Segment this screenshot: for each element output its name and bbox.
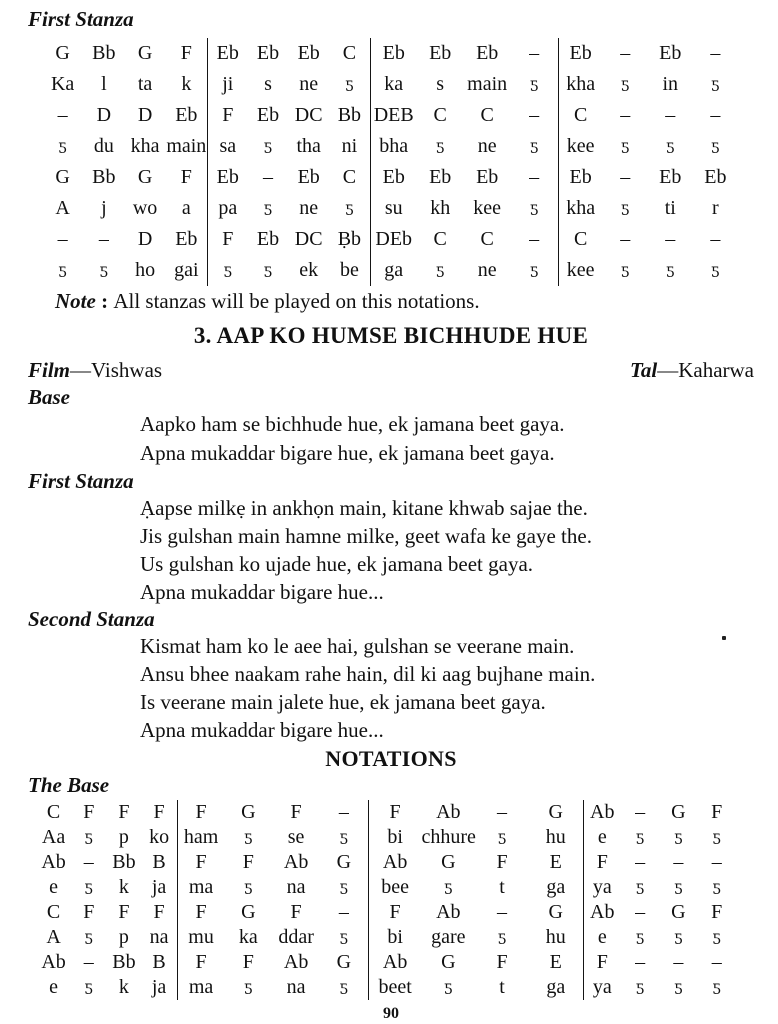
notation-cell: – [620,228,631,250]
notation-cell: A [55,197,70,219]
notation-cell: Ab [583,900,621,925]
notation-cell: – [665,228,676,250]
first-stanza-notation-table [42,38,738,286]
rest-symbol: ƽ [264,138,272,154]
notation-cell: F [207,100,248,131]
rest-symbol: ƽ [84,829,93,845]
notation-cell: be [339,259,359,281]
notation-cell: Eb [207,162,248,193]
notation-cell: e [49,976,59,998]
rest-symbol: ƽ [58,262,67,278]
second-stanza-lyrics [28,632,754,744]
notation-cell: F [242,951,254,973]
notations-heading: NOTATIONS [325,746,457,771]
page-number: 90 [383,1005,399,1022]
notation-cell: ko [149,826,170,848]
notation-cell: – [635,951,646,973]
notation-cell: G [441,851,456,873]
lyric-line: Is veerane main jalete hue, ek jamana beet gaya. [140,690,546,714]
notation-cell: A [46,926,61,948]
lyric-line: Ansu bhee naakam rahe hain, dil ki aag bujhane main. [140,662,596,686]
rest-symbol: ƽ [436,262,445,278]
the-base-heading: The Base [28,773,110,797]
notation-cell: r [712,197,719,219]
song-title: 3. AAP KO HUMSE BICHHUDE HUE [193,323,589,348]
notation-cell: – [57,104,68,126]
tal-credit [630,356,754,384]
notation-cell: Eb [256,228,280,250]
notation-cell: – [262,166,273,188]
notation-cell: j [101,197,107,219]
notation-cell: F [290,801,302,823]
base-notation-table [36,800,736,1000]
notation-cell: Ab [436,801,461,823]
rest-symbol: ƽ [339,829,348,845]
notation-cell: Eb [256,104,280,126]
notation-cell: – [497,801,508,823]
notation-cell: Eb [704,166,727,188]
notation-cell: ka [370,69,417,100]
rest-symbol: ƽ [636,979,645,995]
notation-cell: Eb [207,38,248,69]
notation-cell: Ab [41,851,66,873]
rest-symbol: ƽ [674,979,683,995]
rest-symbol: ƽ [207,255,248,286]
notation-cell: F [711,901,723,923]
rest-symbol: ƽ [674,879,683,895]
rest-symbol: ƽ [436,138,445,154]
lyric-line: Apna mukaddar bigare hue, ek jamana beet gaya. [140,441,555,465]
notation-cell: Eb [370,38,417,69]
notation-cell: Bb [112,951,136,973]
notation-cell: s [264,73,272,95]
notation-cell: Ab [583,800,621,825]
stray-dot-mark [722,636,726,640]
notation-cell: ma [177,975,225,1000]
rest-symbol: ƽ [244,979,253,995]
notation-cell: G [241,801,256,823]
notation-cell: G [137,42,153,64]
notation-cell: G [548,901,563,923]
notation-cell: G [336,951,352,973]
notation-cell: Bb [92,166,116,188]
note-separator: : [95,289,114,313]
notation-cell: C [342,42,357,64]
notation-cell: C [558,100,603,131]
notation-cell: E [549,951,562,973]
rest-symbol: ƽ [264,262,272,278]
notation-cell: bee [368,875,422,900]
rest-symbol: ƽ [264,200,272,216]
notation-cell: C [433,228,447,250]
notation-cell: G [55,42,70,64]
notation-cell: s [436,73,445,95]
note-label: Note [55,289,96,313]
notation-cell: ga [370,255,417,286]
rest-symbol: ƽ [244,879,253,895]
notation-cell: – [98,228,109,250]
notation-cell: F [496,851,508,873]
notation-cell: C [46,901,61,923]
notation-cell: pa [207,193,248,224]
rest-symbol: ƽ [712,829,721,845]
notation-cell: C [46,801,61,823]
notation-cell: e [583,925,621,950]
notation-cell: main [166,135,207,157]
rest-symbol: ƽ [712,979,721,995]
rest-symbol: ƽ [666,262,675,278]
notation-cell: F [180,166,192,188]
notation-cell: ek [299,259,319,281]
notation-cell: Eb [476,42,499,64]
base-lyrics [28,410,754,468]
rest-symbol: ƽ [498,929,506,945]
notation-cell: G [241,901,256,923]
notation-cell: Eb [370,162,417,193]
notation-cell: D [96,104,112,126]
notation-cell: ni [341,135,358,157]
notation-cell: Eb [558,162,603,193]
notation-cell: G [336,851,352,873]
notation-cell: ne [299,73,319,95]
notation-cell: t [499,876,505,898]
rest-symbol: ƽ [674,929,683,945]
notation-cell: F [207,224,248,255]
credits-row [28,356,754,384]
notation-cell: kh [430,197,451,219]
notation-cell: hu [545,926,566,948]
notation-cell: F [177,800,225,825]
notation-cell: ya [583,875,621,900]
notation-cell: k [118,976,129,998]
notation-cell: – [710,42,721,64]
notation-cell: mu [177,925,225,950]
notation-cell: bha [370,131,417,162]
rest-symbol: ƽ [345,200,354,216]
notation-cell: – [620,104,631,126]
notation-cell: G [671,801,686,823]
notation-cell: ka [238,926,258,948]
notation-cell: du [93,135,114,157]
notation-cell: – [338,901,349,923]
notation-cell: ne [299,197,319,219]
notation-cell: – [635,851,646,873]
notation-cell: F [368,800,422,825]
notation-cell: Eb [175,228,198,250]
notation-cell: DEB [370,100,417,131]
rest-symbol: ƽ [621,262,630,278]
notation-cell: F [177,850,225,875]
notation-cell: Eb [659,42,682,64]
notation-cell: F [177,950,225,975]
lyric-line: Jis gulshan main hamne milke, geet wafa ke gaye the. [140,524,592,548]
notation-cell: – [635,901,646,923]
notation-cell: – [711,951,722,973]
note-text: All stanzas will be played on this notations. [113,289,480,313]
notation-cell: Ab [283,851,309,873]
notation-cell: Eb [297,166,320,188]
notation-cell: Ab [368,850,422,875]
notation-cell: F [711,801,723,823]
rest-symbol: ƽ [636,879,645,895]
notation-cell: ti [664,197,676,219]
notation-cell: kee [558,131,603,162]
notation-cell: e [583,825,621,850]
notation-cell: C [480,228,494,250]
notation-cell: B [152,851,166,873]
notation-cell: Aa [41,826,66,848]
rest-symbol: ƽ [345,76,354,92]
notation-cell: main [467,73,508,95]
notation-cell: Ḅb [337,228,362,250]
notation-cell: F [583,950,621,975]
notation-cell: – [529,104,540,126]
note-line [55,288,754,314]
rest-symbol: ƽ [530,262,539,278]
notation-cell: t [499,976,505,998]
rest-symbol: ƽ [339,979,348,995]
notation-cell: C [558,224,603,255]
notation-cell: na [286,876,306,898]
notation-cell: ja [151,876,167,898]
lyric-line: Us gulshan ko ujade hue, ek jamana beet gaya. [140,552,534,576]
notation-cell: F [177,900,225,925]
rest-symbol: ƽ [444,979,453,995]
first-stanza-heading: First Stanza [28,469,134,493]
notation-cell: F [583,850,621,875]
rest-symbol: ƽ [621,138,630,154]
rest-symbol: ƽ [84,879,93,895]
notation-cell: kha [558,69,603,100]
notation-cell: ya [583,975,621,1000]
notation-cell: – [710,228,721,250]
lyric-line: Aapko ham se bichhude hue, ek jamana beet gaya. [140,412,565,436]
notation-cell: – [620,166,631,188]
notation-cell: su [370,193,417,224]
tal-dash: — [657,358,679,382]
notation-cell: F [153,801,165,823]
notation-cell: C [480,104,494,126]
notation-cell: G [671,901,686,923]
notation-cell: Ka [50,73,75,95]
notation-cell: Ab [41,951,66,973]
notation-cell: F [118,901,130,923]
notation-cell: Ab [368,950,422,975]
rest-symbol: ƽ [339,879,348,895]
notation-cell: ga [546,976,566,998]
notation-cell: Bb [337,104,362,126]
notation-cell: se [287,826,305,848]
rest-symbol: ƽ [711,262,720,278]
rest-symbol: ƽ [636,929,645,945]
notation-cell: – [673,851,684,873]
notation-cell: e [49,876,59,898]
lyric-line: Kismat ham ko le aee hai, gulshan se veerane main. [140,634,575,658]
notation-cell: – [710,104,721,126]
rest-symbol: ƽ [621,200,630,216]
notation-cell: F [290,901,302,923]
notation-cell: – [338,801,349,823]
notation-cell: – [620,42,631,64]
rest-symbol: ƽ [530,138,539,154]
notation-cell: F [118,801,130,823]
rest-symbol: ƽ [712,879,721,895]
rest-symbol: ƽ [530,200,539,216]
notation-cell: – [529,166,540,188]
notation-cell: DEb [370,224,417,255]
notation-cell: kee [558,255,603,286]
film-credit [28,356,162,384]
notation-cell: hu [545,826,566,848]
notation-cell: – [57,228,68,250]
notation-cell: – [665,104,676,126]
notation-cell: na [149,926,169,948]
notation-cell: ne [477,135,497,157]
notation-cell: Bb [92,42,116,64]
rest-symbol: ƽ [444,879,453,895]
notation-cell: Eb [429,42,452,64]
first-stanza-lyrics [28,494,754,606]
notation-cell: ga [546,876,566,898]
notation-cell: bi [368,825,422,850]
notation-cell: Ab [436,901,461,923]
notation-cell: wo [132,197,158,219]
notation-cell: gare [431,926,466,948]
notation-cell: – [83,851,94,873]
notation-cell: in [662,73,679,95]
notation-cell: Eb [429,166,452,188]
rest-symbol: ƽ [712,929,721,945]
notation-cell: a [181,197,191,219]
notation-cell: Bb [112,851,136,873]
notation-cell: G [441,951,456,973]
rest-symbol: ƽ [621,76,630,92]
notation-cell: k [181,73,192,95]
film-label: Film [28,358,71,382]
lyric-line: Apna mukaddar bigare hue... [140,718,384,742]
rest-symbol: ƽ [636,829,645,845]
notation-cell: G [548,801,563,823]
notation-cell: – [497,901,508,923]
notation-cell: Eb [659,166,682,188]
rest-symbol: ƽ [84,979,93,995]
notation-cell: ji [207,69,248,100]
notation-cell: – [529,42,540,64]
notation-cell: F [83,801,95,823]
notation-cell: l [101,73,107,95]
notation-cell: D [137,104,153,126]
notation-cell: Ab [283,951,309,973]
notation-cell: DC [294,228,323,250]
lyric-line: Ạapse milkẹ in ankhọn main, kitane khwab sajae the. [140,496,588,520]
rest-symbol: ƽ [498,829,506,845]
lyric-line: Apna mukaddar bigare hue... [140,580,384,604]
rest-symbol: ƽ [674,829,683,845]
film-value: Vishwas [91,358,163,382]
notation-cell: kha [558,193,603,224]
notation-cell: ta [137,73,153,95]
rest-symbol: ƽ [84,929,93,945]
tal-label: Tal [629,358,658,382]
rest-symbol: ƽ [58,138,67,154]
notation-cell: p [118,826,129,848]
notation-cell: G [55,166,70,188]
notation-cell: gai [174,259,199,281]
notation-cell: k [118,876,129,898]
notation-cell: chhure [421,826,476,848]
notation-cell: Eb [297,42,320,64]
notation-cell: – [635,801,646,823]
notation-cell: F [83,901,95,923]
notation-cell: E [549,851,562,873]
notation-cell: – [529,228,540,250]
notation-cell: – [711,851,722,873]
base-heading: Base [28,385,70,409]
notation-cell: ja [151,976,167,998]
notation-cell: – [673,951,684,973]
notation-cell: C [342,166,357,188]
notation-cell: F [368,900,422,925]
film-dash: — [70,358,92,382]
notation-cell: kee [473,197,502,219]
notation-cell: F [242,851,254,873]
notation-cell: Eb [175,104,198,126]
rest-symbol: ƽ [99,262,108,278]
tal-value: Kaharwa [678,358,754,382]
notation-cell: na [286,976,306,998]
rest-symbol: ƽ [530,76,539,92]
notation-cell: D [137,228,153,250]
notation-cell: G [137,166,153,188]
notation-cell: Eb [558,38,603,69]
notation-cell: p [118,926,129,948]
notation-cell: B [152,951,166,973]
notation-cell: F [153,901,165,923]
notation-cell: F [496,951,508,973]
notation-cell: sa [207,131,248,162]
rest-symbol: ƽ [711,138,720,154]
notation-cell: beet [368,975,422,1000]
rest-symbol: ƽ [666,138,675,154]
notation-cell: DC [294,104,323,126]
second-stanza-heading: Second Stanza [28,607,155,631]
notation-cell: ho [135,259,156,281]
rest-symbol: ƽ [244,829,253,845]
notation-cell: kha [130,135,160,157]
notation-cell: C [433,104,447,126]
notation-cell: tha [296,135,321,157]
notation-cell: Eb [476,166,499,188]
notation-cell: F [180,42,192,64]
first-stanza-top-heading: First Stanza [28,7,134,31]
rest-symbol: ƽ [711,76,720,92]
notation-cell: ma [177,875,225,900]
notation-cell: bi [368,925,422,950]
notation-cell: ham [177,825,225,850]
notation-cell: ddar [278,926,314,948]
rest-symbol: ƽ [339,929,348,945]
notation-cell: Eb [256,42,280,64]
notation-cell: – [83,951,94,973]
notation-cell: ne [477,259,497,281]
